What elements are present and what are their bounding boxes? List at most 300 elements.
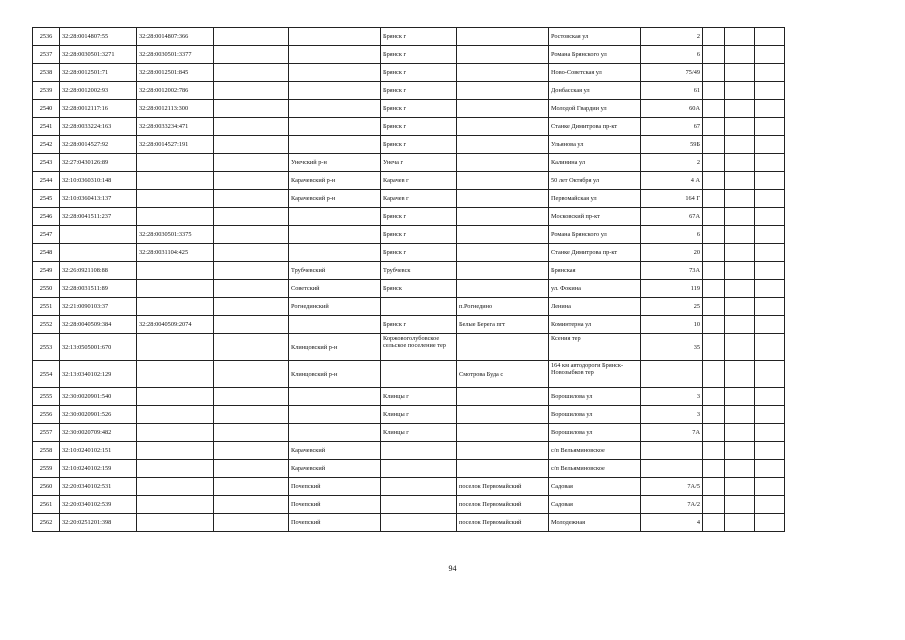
table-cell — [703, 424, 725, 442]
table-cell — [137, 208, 214, 226]
table-cell: 7А/2 — [641, 496, 703, 514]
table-cell — [137, 406, 214, 424]
table-cell: 2546 — [33, 208, 60, 226]
table-cell: 32:28:0014807:366 — [137, 28, 214, 46]
table-row — [33, 136, 785, 154]
table-cell — [381, 496, 457, 514]
table-cell — [457, 118, 549, 136]
table-cell: Брянск г — [381, 208, 457, 226]
table-cell: 32:28:0012113:300 — [137, 100, 214, 118]
table-row — [33, 496, 785, 514]
table-cell: 59Б — [641, 136, 703, 154]
table-cell — [289, 82, 381, 100]
table-cell: 2543 — [33, 154, 60, 172]
table-cell — [457, 136, 549, 154]
table-cell: Брянск г — [381, 118, 457, 136]
table-cell: 2 — [641, 28, 703, 46]
table-cell: Станке Димитрова пр-кт — [549, 244, 641, 262]
table-cell: Молодой Гвардии ул — [549, 100, 641, 118]
table-cell — [703, 226, 725, 244]
table-row — [33, 460, 785, 478]
table-cell: 32:28:0012002:93 — [60, 82, 137, 100]
table-cell — [725, 64, 755, 82]
table-cell: Романа Брянского ул — [549, 226, 641, 244]
table-cell: 164 км автодороги Брянск-Новозыбков тер — [549, 361, 641, 388]
table-cell: 32:28:0030501:3375 — [137, 226, 214, 244]
table-cell: 60А — [641, 100, 703, 118]
table-cell — [755, 406, 785, 424]
table-cell — [137, 334, 214, 361]
table-cell: 32:30:0020709:482 — [60, 424, 137, 442]
table-cell — [703, 298, 725, 316]
table-cell — [755, 208, 785, 226]
table-row — [33, 442, 785, 460]
table-cell — [289, 136, 381, 154]
table-row — [33, 334, 785, 361]
table-cell — [289, 208, 381, 226]
table-cell: ул. Фокина — [549, 280, 641, 298]
table-cell — [703, 190, 725, 208]
table-cell — [457, 226, 549, 244]
table-cell: Унечский р-н — [289, 154, 381, 172]
table-cell: Почепский — [289, 478, 381, 496]
table-row — [33, 406, 785, 424]
table-cell: 2551 — [33, 298, 60, 316]
table-cell — [289, 46, 381, 64]
table-cell — [381, 442, 457, 460]
table-cell — [755, 460, 785, 478]
table-cell: Смотрова Буда с — [457, 361, 549, 388]
table-cell: 32:28:0040509:2074 — [137, 316, 214, 334]
table-cell: Карачевский — [289, 460, 381, 478]
table-row — [33, 28, 785, 46]
table-cell: 2538 — [33, 64, 60, 82]
table-cell — [457, 64, 549, 82]
table-cell — [703, 388, 725, 406]
table-cell — [703, 478, 725, 496]
table-cell — [289, 316, 381, 334]
table-cell: с/п Вельяминовское — [549, 442, 641, 460]
table-row — [33, 316, 785, 334]
table-cell — [725, 172, 755, 190]
table-cell — [457, 208, 549, 226]
table-cell: Белые Берега пгт — [457, 316, 549, 334]
table-cell: Ворошилова ул — [549, 388, 641, 406]
table-cell: Молодежная — [549, 514, 641, 532]
table-cell: 32:28:0012501:71 — [60, 64, 137, 82]
table-cell — [457, 334, 549, 361]
table-cell: 25 — [641, 298, 703, 316]
table-cell — [703, 496, 725, 514]
table-cell: 2562 — [33, 514, 60, 532]
table-cell: 32:30:0020901:526 — [60, 406, 137, 424]
table-cell: Московский пр-кт — [549, 208, 641, 226]
table-cell — [755, 478, 785, 496]
table-cell: 2552 — [33, 316, 60, 334]
table-cell — [214, 100, 289, 118]
table-cell: Почепский — [289, 514, 381, 532]
table-cell: Клинцовский р-н — [289, 361, 381, 388]
table-cell: 2558 — [33, 442, 60, 460]
table-cell — [457, 46, 549, 64]
table-cell: 32:28:0012002:786 — [137, 82, 214, 100]
table-cell: 61 — [641, 82, 703, 100]
table-cell — [755, 136, 785, 154]
table-cell — [289, 244, 381, 262]
table-cell: 32:20:0340102:539 — [60, 496, 137, 514]
table-cell: Карачевский — [289, 442, 381, 460]
table-cell — [289, 118, 381, 136]
table-row — [33, 172, 785, 190]
table-cell — [137, 478, 214, 496]
table-cell — [214, 82, 289, 100]
table-cell — [755, 361, 785, 388]
table-cell: 2557 — [33, 424, 60, 442]
table-cell — [725, 226, 755, 244]
table-cell — [289, 424, 381, 442]
table-cell — [755, 100, 785, 118]
table-row — [33, 154, 785, 172]
table-cell — [703, 442, 725, 460]
table-cell — [725, 262, 755, 280]
table-cell: Ворошилова ул — [549, 424, 641, 442]
table-cell — [214, 406, 289, 424]
table-cell: 2547 — [33, 226, 60, 244]
table-cell — [457, 28, 549, 46]
table-cell — [289, 406, 381, 424]
table-row — [33, 514, 785, 532]
table-cell: Романа Брянского ул — [549, 46, 641, 64]
table-cell — [214, 334, 289, 361]
table-cell — [703, 244, 725, 262]
table-cell — [725, 280, 755, 298]
table-cell: Ксения тер — [549, 334, 641, 361]
table-cell: 2554 — [33, 361, 60, 388]
table-cell — [703, 100, 725, 118]
table-cell — [755, 118, 785, 136]
table-cell — [457, 460, 549, 478]
table-body — [33, 28, 785, 532]
table-cell — [214, 442, 289, 460]
table-cell: 7А/5 — [641, 478, 703, 496]
table-cell — [755, 388, 785, 406]
table-cell: Карачев г — [381, 172, 457, 190]
table-cell — [703, 514, 725, 532]
table-cell — [214, 316, 289, 334]
table-cell — [703, 118, 725, 136]
table-cell: Брянск г — [381, 316, 457, 334]
table-cell — [755, 316, 785, 334]
table-cell: Карачевский р-н — [289, 190, 381, 208]
table-cell — [725, 136, 755, 154]
table-cell: 2544 — [33, 172, 60, 190]
table-cell — [214, 208, 289, 226]
table-cell: Брянск г — [381, 244, 457, 262]
table-cell: Клинцы г — [381, 424, 457, 442]
table-cell: 2536 — [33, 28, 60, 46]
table-cell: 2 — [641, 154, 703, 172]
table-cell — [755, 46, 785, 64]
table-cell: 2550 — [33, 280, 60, 298]
table-cell — [457, 406, 549, 424]
table-row — [33, 298, 785, 316]
table-cell: 75/49 — [641, 64, 703, 82]
table-cell — [755, 334, 785, 361]
table-cell: 6 — [641, 46, 703, 64]
table-cell — [214, 244, 289, 262]
table-cell: Брянск г — [381, 100, 457, 118]
table-cell — [725, 244, 755, 262]
table-cell: Брянск г — [381, 28, 457, 46]
table-cell — [755, 442, 785, 460]
table-cell: Брянск — [381, 280, 457, 298]
table-cell — [755, 262, 785, 280]
table-cell — [289, 388, 381, 406]
table-row — [33, 118, 785, 136]
table-row — [33, 244, 785, 262]
table-cell — [755, 82, 785, 100]
table-cell — [725, 406, 755, 424]
table-cell: 32:28:0014807:55 — [60, 28, 137, 46]
table-cell — [725, 334, 755, 361]
table-cell: поселок Первомайский — [457, 496, 549, 514]
table-cell — [289, 28, 381, 46]
table-cell: Ростовская ул — [549, 28, 641, 46]
table-cell — [214, 298, 289, 316]
table-cell: 3 — [641, 406, 703, 424]
table-cell — [457, 244, 549, 262]
table-cell — [725, 154, 755, 172]
table-cell — [214, 28, 289, 46]
table-cell — [725, 496, 755, 514]
table-cell — [137, 190, 214, 208]
table-cell: 20 — [641, 244, 703, 262]
table-cell: Советский — [289, 280, 381, 298]
table-cell — [755, 28, 785, 46]
table-cell: 4 А — [641, 172, 703, 190]
table-cell: Брянск г — [381, 136, 457, 154]
table-row — [33, 226, 785, 244]
table-row — [33, 64, 785, 82]
table-cell — [725, 388, 755, 406]
table-cell — [703, 28, 725, 46]
table-cell: Клинцы г — [381, 388, 457, 406]
table-cell — [137, 172, 214, 190]
table-cell: 2539 — [33, 82, 60, 100]
table-cell — [214, 190, 289, 208]
table-cell — [137, 514, 214, 532]
table-cell — [457, 280, 549, 298]
table-cell — [703, 316, 725, 334]
table-cell — [641, 361, 703, 388]
table-cell: 67А — [641, 208, 703, 226]
table-row — [33, 100, 785, 118]
table-cell: 2542 — [33, 136, 60, 154]
table-cell: Брянск г — [381, 46, 457, 64]
table-cell — [755, 298, 785, 316]
table-cell: п.Рогнедино — [457, 298, 549, 316]
table-cell — [137, 388, 214, 406]
table-cell — [289, 64, 381, 82]
table-cell: Коржовоголубовское сельское поселение тер — [381, 334, 457, 361]
table-cell — [381, 460, 457, 478]
table-cell — [457, 442, 549, 460]
table-cell — [703, 64, 725, 82]
table-cell: Трубчевск — [381, 262, 457, 280]
table-cell — [457, 154, 549, 172]
table-cell — [703, 406, 725, 424]
table-cell — [214, 46, 289, 64]
table-cell: Ленина — [549, 298, 641, 316]
table-cell: 164 Г — [641, 190, 703, 208]
table-cell: 32:20:0340102:531 — [60, 478, 137, 496]
table-cell — [755, 496, 785, 514]
table-cell — [137, 424, 214, 442]
table-cell — [725, 46, 755, 64]
table-cell — [457, 388, 549, 406]
table-cell — [725, 208, 755, 226]
table-cell — [755, 424, 785, 442]
table-cell — [214, 496, 289, 514]
table-cell: Первомайская ул — [549, 190, 641, 208]
table-cell — [137, 442, 214, 460]
table-cell: поселок Первомайский — [457, 514, 549, 532]
table-cell — [755, 244, 785, 262]
table-cell — [703, 334, 725, 361]
table-cell — [755, 190, 785, 208]
table-row — [33, 262, 785, 280]
table-cell: 7А — [641, 424, 703, 442]
table-cell — [214, 154, 289, 172]
table-cell — [703, 154, 725, 172]
table-cell — [755, 280, 785, 298]
table-cell: Почепский — [289, 496, 381, 514]
table-row — [33, 388, 785, 406]
table-cell: Карачев г — [381, 190, 457, 208]
table-cell — [725, 82, 755, 100]
table-cell: 32:30:0020901:540 — [60, 388, 137, 406]
table-cell: 32:27:0430126:89 — [60, 154, 137, 172]
table-cell: 50 лет Октября ул — [549, 172, 641, 190]
table-cell: 35 — [641, 334, 703, 361]
table-cell: Ворошилова ул — [549, 406, 641, 424]
table-cell: 73А — [641, 262, 703, 280]
table-cell: 2540 — [33, 100, 60, 118]
table-cell: 4 — [641, 514, 703, 532]
table-cell — [725, 442, 755, 460]
table-cell — [457, 100, 549, 118]
table-cell — [214, 226, 289, 244]
table-cell — [137, 496, 214, 514]
table-cell: 32:10:0360413:137 — [60, 190, 137, 208]
table-cell — [725, 28, 755, 46]
table-cell — [137, 262, 214, 280]
table-cell — [214, 64, 289, 82]
table-cell — [755, 226, 785, 244]
table-cell — [457, 424, 549, 442]
table-cell: 6 — [641, 226, 703, 244]
table-cell: 10 — [641, 316, 703, 334]
table-cell: 2561 — [33, 496, 60, 514]
table-cell — [703, 280, 725, 298]
table-cell: Трубчевский — [289, 262, 381, 280]
table-row — [33, 46, 785, 64]
table-cell — [289, 100, 381, 118]
table-cell: Унеча г — [381, 154, 457, 172]
table-cell — [214, 172, 289, 190]
table-cell — [60, 244, 137, 262]
table-cell — [725, 190, 755, 208]
table-cell: 32:28:0012501:845 — [137, 64, 214, 82]
table-cell: 32:10:0240102:159 — [60, 460, 137, 478]
table-cell — [703, 46, 725, 64]
table-cell: 32:21:0090103:37 — [60, 298, 137, 316]
table-cell — [214, 280, 289, 298]
table-row — [33, 208, 785, 226]
table-cell: Коминтерна ул — [549, 316, 641, 334]
table-cell: Садовая — [549, 496, 641, 514]
table-cell: Брянск г — [381, 226, 457, 244]
table-row — [33, 190, 785, 208]
table-cell: 32:20:0251201:398 — [60, 514, 137, 532]
table-cell — [214, 262, 289, 280]
table-cell — [641, 442, 703, 460]
table-cell: Ульянова ул — [549, 136, 641, 154]
table-cell: Карачевский р-н — [289, 172, 381, 190]
table-cell — [457, 262, 549, 280]
table-cell — [137, 154, 214, 172]
table-cell: 2537 — [33, 46, 60, 64]
table-cell — [381, 298, 457, 316]
table-cell: 32:28:0030501:3271 — [60, 46, 137, 64]
table-cell — [725, 424, 755, 442]
table-cell: 2541 — [33, 118, 60, 136]
table-cell: 32:28:0014527:92 — [60, 136, 137, 154]
table-cell — [214, 514, 289, 532]
table-cell — [725, 100, 755, 118]
table-cell — [725, 298, 755, 316]
table-cell: 32:28:0033234:471 — [137, 118, 214, 136]
table-cell: Калинина ул — [549, 154, 641, 172]
table-cell: Садовая — [549, 478, 641, 496]
table-cell — [381, 361, 457, 388]
table-cell: 119 — [641, 280, 703, 298]
table-cell: с/п Вельяминовское — [549, 460, 641, 478]
table-row — [33, 280, 785, 298]
table-cell — [137, 361, 214, 388]
table-cell: 3 — [641, 388, 703, 406]
table-cell: 32:28:0012117:16 — [60, 100, 137, 118]
table-cell: 32:13:0340102:129 — [60, 361, 137, 388]
table-cell — [725, 118, 755, 136]
table-cell — [725, 478, 755, 496]
table-cell: 32:26:0921108:88 — [60, 262, 137, 280]
table-cell — [703, 172, 725, 190]
table-cell — [703, 262, 725, 280]
table-cell: Рогнединский — [289, 298, 381, 316]
table-cell: Донбасская ул — [549, 82, 641, 100]
table-cell: 67 — [641, 118, 703, 136]
table-cell: 2553 — [33, 334, 60, 361]
table-cell — [381, 478, 457, 496]
table-row — [33, 478, 785, 496]
table-cell — [137, 460, 214, 478]
table-cell: 32:10:0240102:151 — [60, 442, 137, 460]
table-cell — [457, 172, 549, 190]
table-cell: Ново-Советская ул — [549, 64, 641, 82]
table-cell: 32:28:0040509:384 — [60, 316, 137, 334]
table-cell — [214, 136, 289, 154]
